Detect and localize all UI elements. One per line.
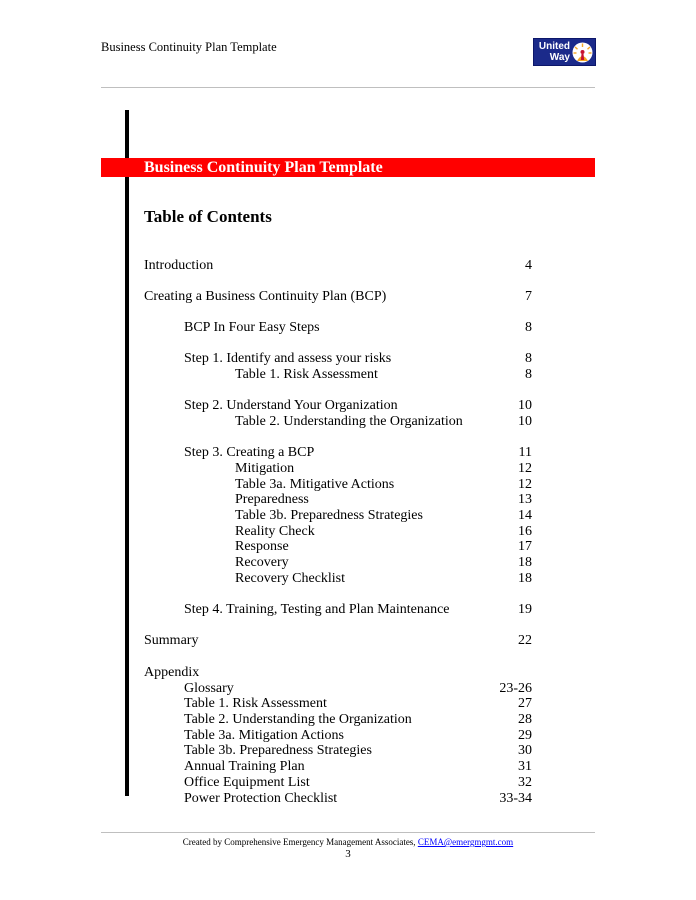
toc-entry-label: Step 4. Training, Testing and Plan Maintenance [184, 602, 450, 617]
toc-entry-step-2[interactable] [144, 398, 532, 414]
toc-entry-introduction[interactable] [144, 258, 532, 274]
toc-entry-appendix-table-2[interactable] [144, 712, 532, 728]
footer-email-link[interactable]: CEMA@emergmgmt.com [417, 837, 514, 847]
toc-entry-table-3b[interactable] [144, 508, 532, 524]
sun-hand-icon [572, 42, 593, 63]
toc-entry-page: 10 [518, 414, 532, 429]
toc-entry-appendix-table-3b[interactable] [144, 743, 532, 759]
toc-entry-label: Office Equipment List [184, 775, 310, 790]
toc-entry-label: Recovery Checklist [235, 571, 346, 586]
toc-entry-page: 12 [518, 461, 532, 476]
toc-entry-label: Response [235, 539, 289, 554]
toc-entry-table-2[interactable] [144, 414, 532, 430]
toc-entry-glossary[interactable] [144, 681, 532, 697]
toc-entry-label: Step 3. Creating a BCP [184, 445, 315, 460]
toc-entry-label: Table 3b. Preparedness Strategies [235, 508, 423, 523]
toc-entry-label: Table 1. Risk Assessment [184, 696, 327, 711]
toc-entry-table-3a[interactable] [144, 477, 532, 493]
toc-entry-page: 33-34 [499, 791, 532, 806]
toc-entry-recovery[interactable] [144, 555, 532, 571]
toc-entry-power-protection-checklist[interactable] [144, 791, 532, 807]
toc-entry-label: BCP In Four Easy Steps [184, 320, 320, 335]
toc-entry-page: 8 [525, 320, 532, 335]
toc-entry-annual-training-plan[interactable] [144, 759, 532, 775]
toc-entry-page: 8 [525, 351, 532, 366]
toc-entry-page: 19 [518, 602, 532, 617]
toc-heading: Table of Contents [144, 207, 272, 226]
toc-entry-label: Summary [144, 633, 199, 648]
toc-entry-step-1[interactable] [144, 351, 532, 367]
toc-entry-creating-bcp[interactable] [144, 289, 532, 305]
toc-entry-label: Reality Check [235, 524, 315, 539]
toc-entry-label: Preparedness [235, 492, 309, 507]
toc-entry-table-1[interactable] [144, 367, 532, 383]
toc-entry-step-4[interactable] [144, 602, 532, 618]
toc-entry-label: Appendix [144, 665, 200, 680]
toc-entry-page: 17 [518, 539, 532, 554]
toc-entry-step-3[interactable] [144, 445, 532, 461]
header-divider [101, 87, 595, 88]
toc-entry-mitigation[interactable] [144, 461, 532, 477]
toc-entry-page: 13 [518, 492, 532, 507]
banner-title: Business Continuity Plan Template [144, 159, 383, 176]
toc-entry-page: 28 [518, 712, 532, 727]
toc-entry-label: Table 3a. Mitigative Actions [235, 477, 395, 492]
toc-entry-page: 11 [518, 445, 532, 460]
toc-entry-appendix-table-3a[interactable] [144, 728, 532, 744]
toc-entry-page: 31 [518, 759, 532, 774]
toc-entry-preparedness[interactable] [144, 492, 532, 508]
toc-entry-appendix[interactable] [144, 665, 532, 681]
page-number: 3 [345, 848, 351, 860]
toc-entry-office-equipment-list[interactable] [144, 775, 532, 791]
toc-entry-page: 10 [518, 398, 532, 413]
toc-entry-label: Recovery [235, 555, 289, 570]
toc-entry-label: Introduction [144, 258, 214, 273]
toc-entry-label: Table 1. Risk Assessment [235, 367, 378, 382]
footer-divider [101, 832, 595, 833]
vertical-margin-bar [125, 110, 129, 796]
toc-entry-label: Mitigation [235, 461, 295, 476]
toc-entry-label: Glossary [184, 681, 234, 696]
toc-entry-recovery-checklist[interactable] [144, 571, 532, 587]
toc-entry-page: 23-26 [499, 681, 532, 696]
united-way-logo [533, 38, 596, 66]
toc-entry-page: 18 [518, 555, 532, 570]
toc-entry-label: Annual Training Plan [184, 759, 305, 774]
toc-entry-page: 29 [518, 728, 532, 743]
toc-entry-page: 12 [518, 477, 532, 492]
toc-entry-label: Power Protection Checklist [184, 791, 338, 806]
toc-entry-page: 32 [518, 775, 532, 790]
toc-entry-response[interactable] [144, 539, 532, 555]
toc-entry-summary[interactable] [144, 633, 532, 649]
toc-entry-label: Creating a Business Continuity Plan (BCP) [144, 289, 387, 304]
toc-entry-label: Step 2. Understand Your Organization [184, 398, 398, 413]
toc-entry-page: 16 [518, 524, 532, 539]
toc-entry-appendix-table-1[interactable] [144, 696, 532, 712]
toc-entry-page: 27 [518, 696, 532, 711]
toc-entry-page: 14 [518, 508, 532, 523]
toc-entry-page: 7 [525, 289, 532, 304]
toc-entry-label: Table 2. Understanding the Organization [235, 414, 463, 429]
toc-entry-page: 8 [525, 367, 532, 382]
footer-credit [0, 837, 696, 847]
toc-entry-reality-check[interactable] [144, 524, 532, 540]
toc-entry-label: Step 1. Identify and assess your risks [184, 351, 392, 366]
toc-entry-label: Table 3b. Preparedness Strategies [184, 743, 372, 758]
toc-entry-page: 22 [518, 633, 532, 648]
toc-entry-four-steps[interactable] [144, 320, 532, 336]
footer-text: Created by Comprehensive Emergency Management Associates, [182, 837, 418, 847]
toc-entry-label: Table 2. Understanding the Organization [184, 712, 412, 727]
toc-entry-page: 4 [525, 258, 532, 273]
header-title: Business Continuity Plan Template [101, 40, 277, 54]
logo-text [536, 41, 570, 63]
toc-entry-label: Table 3a. Mitigation Actions [184, 728, 344, 743]
toc-entry-page: 18 [518, 571, 532, 586]
logo-text-line-2: Way [549, 52, 570, 63]
toc-entry-page: 30 [518, 743, 532, 758]
logo-text-line-1: United [538, 41, 570, 52]
